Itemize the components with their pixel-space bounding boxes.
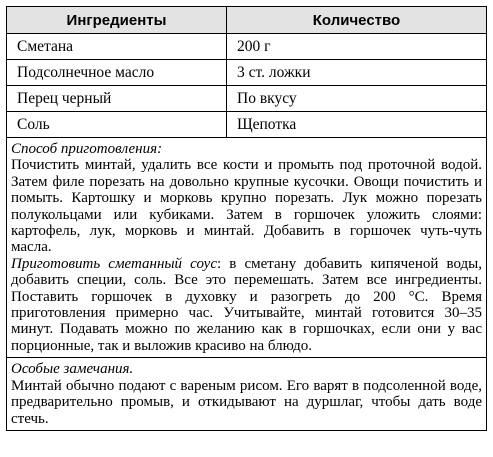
method-row bbox=[7, 138, 487, 358]
table-row bbox=[7, 34, 487, 60]
header-quantity: Количество bbox=[227, 7, 487, 34]
table-header-row bbox=[7, 7, 487, 34]
header-ingredients: Ингредиенты bbox=[7, 7, 227, 34]
amount-cell: 200 г bbox=[227, 34, 487, 60]
recipe-table bbox=[6, 6, 487, 431]
sauce-label: Приготовить сметанный соус bbox=[11, 255, 217, 272]
notes-text: Минтай обычно подают с вареным рисом. Его варят в подсоленной воде, предварительно промыв, и откидывают на дуршлаг, чтобы дать воде стечь. bbox=[11, 377, 482, 427]
notes-row bbox=[7, 358, 487, 431]
table-row bbox=[7, 60, 487, 86]
method-title: Способ приготовления: bbox=[11, 141, 163, 157]
table-row bbox=[7, 86, 487, 112]
amount-cell: По вкусу bbox=[227, 86, 487, 112]
ingredient-cell: Подсолнечное масло bbox=[7, 60, 227, 86]
notes-title: Особые замечания. bbox=[11, 361, 134, 378]
method-text: Почистить минтай, удалить все кости и промыть под проточной водой. Затем филе порезать на довольно крупные кусочки. Овощи почистить и помыть. Картошку и морковь крупно порезать. Лук можно порезать полукольцами или кубиками. Затем в горшочек уложить слоями: картофель, лук, морковь и минтай. Добавить в горшочек чуть-чуть масла. bbox=[11, 157, 482, 256]
sauce-paragraph bbox=[11, 256, 482, 354]
ingredient-cell: Соль bbox=[7, 112, 227, 138]
method-block bbox=[7, 138, 487, 358]
sauce-text: : в сметану добавить кипяченой воды, добавить специи, соль. Все это перемешать. Затем все ингредиенты. Поставить горшочек в духовку и разогреть до 200 °С. Время приготовления примерно час. Учитывайте, минтай готовится 30–35 минут. Подавать можно по желанию как в горшочках, если они у вас порционные, так и выложив красиво на блюдо. bbox=[11, 255, 483, 354]
notes-block bbox=[7, 358, 487, 431]
ingredient-cell: Перец черный bbox=[7, 86, 227, 112]
table-row bbox=[7, 112, 487, 138]
amount-cell: Щепотка bbox=[227, 112, 487, 138]
amount-cell: 3 ст. ложки bbox=[227, 60, 487, 86]
ingredient-cell: Сметана bbox=[7, 34, 227, 60]
